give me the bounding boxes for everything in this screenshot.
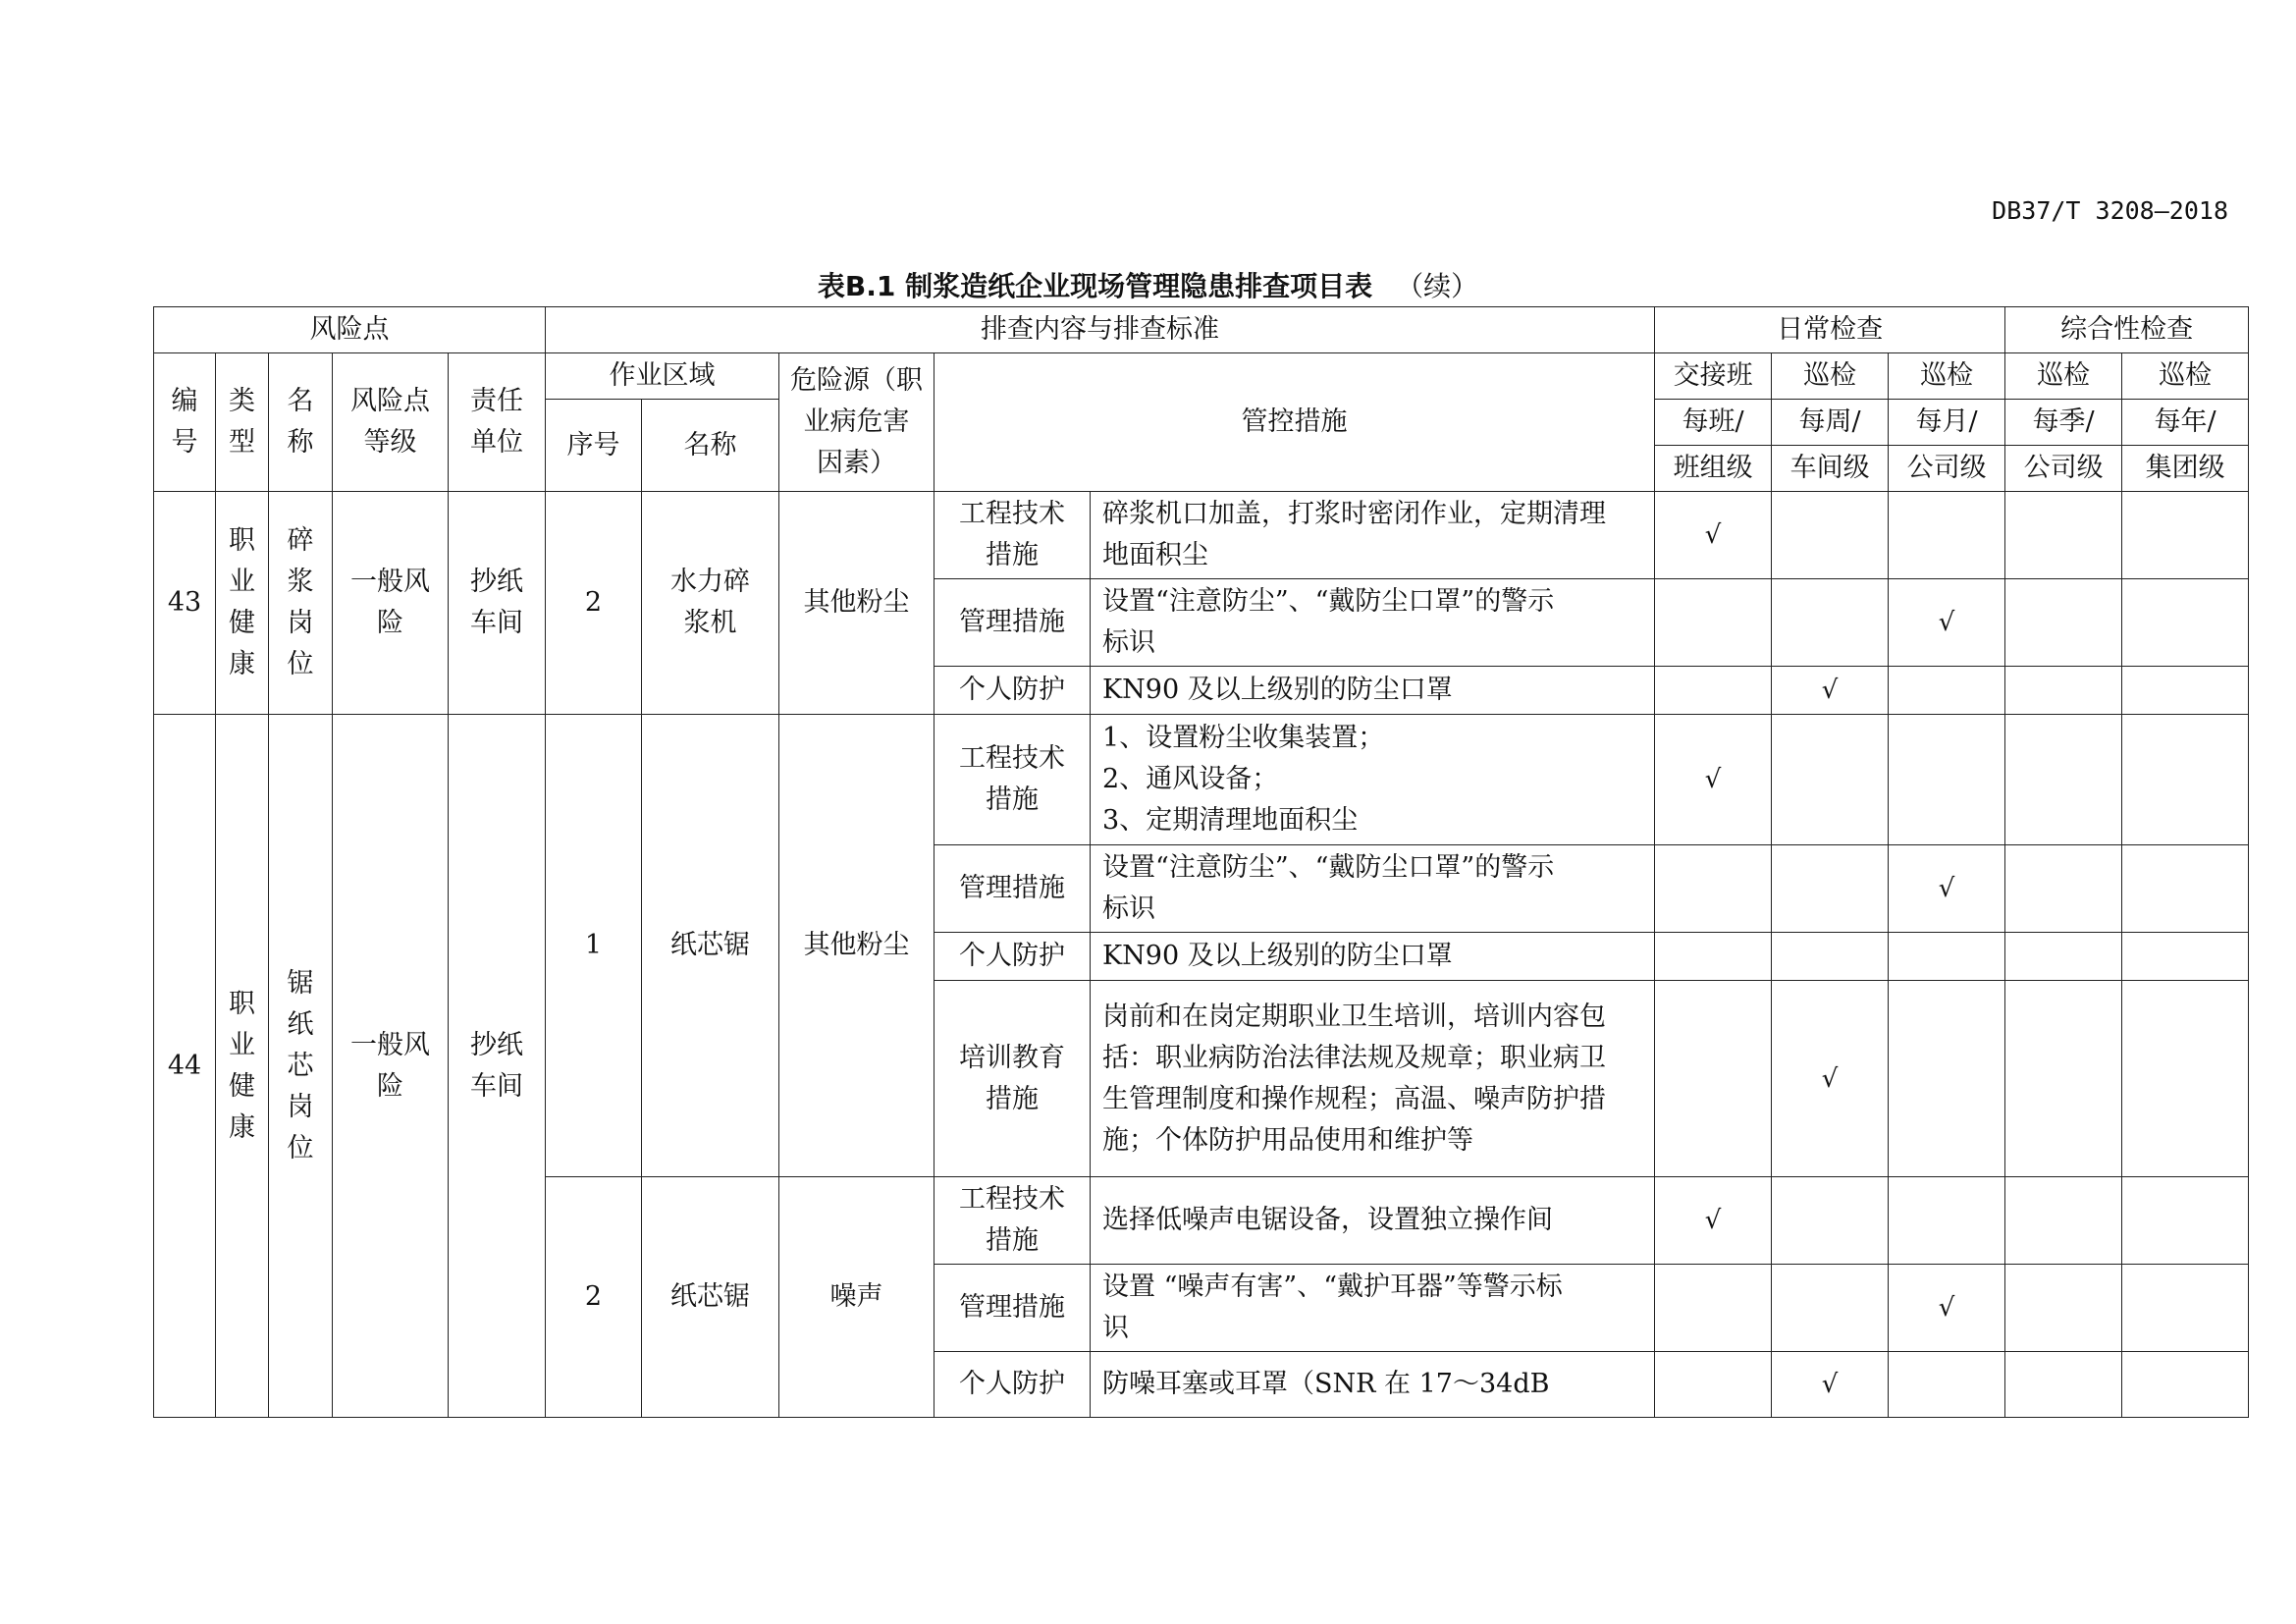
row-name: 锯 纸 芯 岗 位 [269, 715, 333, 1418]
check-mark-cell [2122, 845, 2249, 933]
check-mark-cell [2005, 715, 2122, 845]
check-mark-cell [1889, 715, 2005, 845]
hazard-inspection-table [153, 306, 2249, 1418]
check-mark-cell [1655, 579, 1772, 667]
header-seq: 序号 [546, 400, 642, 492]
check-mark-cell [1889, 981, 2005, 1177]
check-mark-cell [2005, 933, 2122, 981]
measure-category: 个人防护 [934, 933, 1091, 981]
check-mark-cell [2122, 1265, 2249, 1352]
measure-text: 设置 “噪声有害”、“戴护耳器”等警示标 识 [1091, 1265, 1655, 1352]
check-mark-cell [2122, 667, 2249, 715]
header-check-type: 巡检 [2122, 353, 2249, 400]
check-mark-cell [1772, 492, 1889, 579]
table-row [154, 715, 2249, 845]
check-mark-cell [1889, 667, 2005, 715]
check-mark-cell [1772, 981, 1889, 1177]
header-check-type: 巡检 [2005, 353, 2122, 400]
check-mark-cell [1889, 1265, 2005, 1352]
check-mark-cell [1655, 1352, 1772, 1418]
row-no: 44 [154, 715, 216, 1418]
table-caption [0, 265, 2296, 304]
row-name: 碎 浆 岗 位 [269, 492, 333, 715]
row-area-name: 纸芯锯 [642, 715, 779, 1177]
header-check-type: 巡检 [1772, 353, 1889, 400]
check-mark-cell [2122, 1352, 2249, 1418]
check-mark-cell [2122, 579, 2249, 667]
header-risk-point: 风险点 [154, 307, 546, 353]
measure-category: 管理措施 [934, 845, 1091, 933]
header-check-frequency: 每年/ [2122, 400, 2249, 446]
header-check-level: 集团级 [2122, 446, 2249, 492]
row-responsible-unit: 抄纸 车间 [449, 715, 546, 1418]
measure-text: KN90 及以上级别的防尘口罩 [1091, 667, 1655, 715]
check-mark-cell [2122, 981, 2249, 1177]
check-mark-cell [1772, 1352, 1889, 1418]
header-check-level: 班组级 [1655, 446, 1772, 492]
check-mark-cell [1889, 845, 2005, 933]
header-check-frequency: 每季/ [2005, 400, 2122, 446]
check-mark: √ [1821, 676, 1839, 705]
check-mark-cell [1772, 1177, 1889, 1265]
table-row [154, 492, 2249, 579]
row-seq: 1 [546, 715, 642, 1177]
check-mark: √ [1938, 874, 1955, 903]
check-mark-cell [2005, 845, 2122, 933]
check-mark-cell [2005, 1177, 2122, 1265]
check-mark-cell [2005, 1265, 2122, 1352]
measure-text: 1、设置粉尘收集装置； 2、通风设备； 3、定期清理地面积尘 [1091, 715, 1655, 845]
check-mark: √ [1704, 1206, 1722, 1235]
check-mark-cell [2005, 579, 2122, 667]
caption-continued: （续） [1396, 270, 1479, 302]
measure-text: 设置“注意防尘”、“戴防尘口罩”的警示 标识 [1091, 579, 1655, 667]
row-hazard: 其他粉尘 [779, 715, 934, 1177]
row-risk-level: 一般风 险 [333, 715, 449, 1418]
header-check-frequency: 每周/ [1772, 400, 1889, 446]
check-mark: √ [1938, 1293, 1955, 1323]
header-responsible-unit: 责任 单位 [449, 353, 546, 492]
measure-category: 管理措施 [934, 1265, 1091, 1352]
check-mark: √ [1704, 520, 1722, 550]
row-type: 职 业 健 康 [216, 492, 269, 715]
measure-text: 设置“注意防尘”、“戴防尘口罩”的警示 标识 [1091, 845, 1655, 933]
check-mark-cell [1889, 1352, 2005, 1418]
header-check-level: 公司级 [1889, 446, 2005, 492]
check-mark-cell [2122, 715, 2249, 845]
measure-category: 个人防护 [934, 667, 1091, 715]
row-hazard: 其他粉尘 [779, 492, 934, 715]
check-mark-cell [1889, 1177, 2005, 1265]
row-no: 43 [154, 492, 216, 715]
header-check-frequency: 每班/ [1655, 400, 1772, 446]
header-check-level: 公司级 [2005, 446, 2122, 492]
check-mark: √ [1821, 1370, 1839, 1399]
header-daily-check: 日常检查 [1655, 307, 2005, 353]
measure-category: 工程技术 措施 [934, 715, 1091, 845]
header-check-level: 车间级 [1772, 446, 1889, 492]
header-area-name: 名称 [642, 400, 779, 492]
measure-text: 防噪耳塞或耳罩（SNR 在 17～34dB [1091, 1352, 1655, 1418]
check-mark-cell [1655, 933, 1772, 981]
row-seq: 2 [546, 1177, 642, 1418]
header-check-type: 交接班 [1655, 353, 1772, 400]
document-code: DB37/T 3208—2018 [1992, 196, 2228, 225]
row-area-name: 水力碎 浆机 [642, 492, 779, 715]
row-seq: 2 [546, 492, 642, 715]
header-no: 编 号 [154, 353, 216, 492]
measure-category: 个人防护 [934, 1352, 1091, 1418]
check-mark-cell [1655, 1265, 1772, 1352]
measure-category: 工程技术 措施 [934, 492, 1091, 579]
check-mark-cell [1772, 1265, 1889, 1352]
header-control-measures: 管控措施 [934, 353, 1655, 492]
check-mark-cell [1889, 579, 2005, 667]
row-type: 职 业 健 康 [216, 715, 269, 1418]
check-mark: √ [1938, 608, 1955, 637]
measure-text: 岗前和在岗定期职业卫生培训，培训内容包 括：职业病防治法律法规及规章；职业病卫 生管理制度和操作规程；高温、噪声防护措 施；个体防护用品使用和维护等 [1091, 981, 1655, 1177]
check-mark-cell [1772, 933, 1889, 981]
header-hazard-source: 危险源（职 业病危害 因素） [779, 353, 934, 492]
check-mark-cell [2005, 1352, 2122, 1418]
check-mark: √ [1821, 1063, 1839, 1094]
measure-text: KN90 及以上级别的防尘口罩 [1091, 933, 1655, 981]
measure-category: 工程技术 措施 [934, 1177, 1091, 1265]
header-inspection: 排查内容与排查标准 [546, 307, 1655, 353]
check-mark-cell [2005, 492, 2122, 579]
header-comprehensive-check: 综合性检查 [2005, 307, 2249, 353]
measure-text: 选择低噪声电锯设备，设置独立操作间 [1091, 1177, 1655, 1265]
check-mark-cell [2122, 1177, 2249, 1265]
header-work-area: 作业区域 [546, 353, 779, 400]
check-mark-cell [1889, 933, 2005, 981]
measure-category: 管理措施 [934, 579, 1091, 667]
header-risk-level: 风险点 等级 [333, 353, 449, 492]
header-type: 类 型 [216, 353, 269, 492]
check-mark-cell [2005, 981, 2122, 1177]
check-mark: √ [1704, 765, 1722, 794]
check-mark-cell [1772, 667, 1889, 715]
check-mark-cell [2122, 933, 2249, 981]
measure-text: 碎浆机口加盖，打浆时密闭作业，定期清理 地面积尘 [1091, 492, 1655, 579]
check-mark-cell [1655, 667, 1772, 715]
row-hazard: 噪声 [779, 1177, 934, 1418]
row-area-name: 纸芯锯 [642, 1177, 779, 1418]
caption-title: 表B.1 制浆造纸企业现场管理隐患排查项目表 [817, 270, 1373, 302]
check-mark-cell [1889, 492, 2005, 579]
header-name: 名 称 [269, 353, 333, 492]
header-check-type: 巡检 [1889, 353, 2005, 400]
check-mark-cell [1772, 845, 1889, 933]
row-risk-level: 一般风 险 [333, 492, 449, 715]
check-mark-cell [1655, 845, 1772, 933]
check-mark-cell [2005, 667, 2122, 715]
measure-category: 培训教育 措施 [934, 981, 1091, 1177]
header-check-frequency: 每月/ [1889, 400, 2005, 446]
check-mark-cell [2122, 492, 2249, 579]
row-responsible-unit: 抄纸 车间 [449, 492, 546, 715]
check-mark-cell [1655, 715, 1772, 845]
check-mark-cell [1655, 981, 1772, 1177]
check-mark-cell [1772, 715, 1889, 845]
check-mark-cell [1655, 492, 1772, 579]
check-mark-cell [1772, 579, 1889, 667]
check-mark-cell [1655, 1177, 1772, 1265]
